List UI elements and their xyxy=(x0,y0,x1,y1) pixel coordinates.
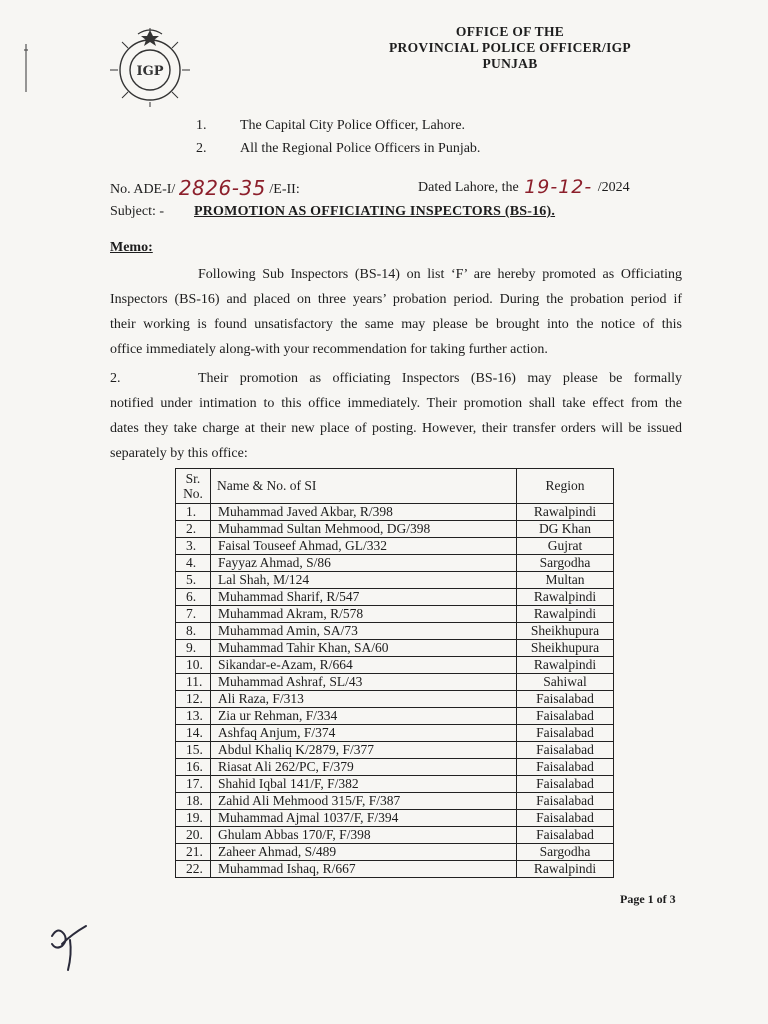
table-row xyxy=(176,538,614,555)
row-sr-no: 8. xyxy=(176,623,211,640)
addressee-2 xyxy=(196,141,480,157)
row-name: Zaheer Ahmad, S/489 xyxy=(211,844,517,861)
row-region: Multan xyxy=(517,572,614,589)
handwritten-initials-icon xyxy=(44,916,104,976)
table-body xyxy=(176,504,614,878)
table-row xyxy=(176,504,614,521)
row-region: Gujrat xyxy=(517,538,614,555)
row-sr-no: 15. xyxy=(176,742,211,759)
header-sr-line1: Sr. xyxy=(185,471,201,486)
row-sr-no: 12. xyxy=(176,691,211,708)
row-name: Riasat Ali 262/PC, F/379 xyxy=(211,759,517,776)
row-name: Shahid Iqbal 141/F, F/382 xyxy=(211,776,517,793)
row-sr-no: 13. xyxy=(176,708,211,725)
row-region: Sheikhupura xyxy=(517,623,614,640)
row-region: Faisalabad xyxy=(517,793,614,810)
table-row xyxy=(176,708,614,725)
addressee-number: 1. xyxy=(196,118,207,133)
paragraph-1 xyxy=(110,262,682,362)
header-line-2: PROVINCIAL POLICE OFFICER/IGP xyxy=(389,40,631,55)
table-row xyxy=(176,640,614,657)
paragraph-line: Inspectors (BS-16) and placed on three years’ probation period. During the probation period if xyxy=(110,292,682,307)
row-region: Sahiwal xyxy=(517,674,614,691)
table-row xyxy=(176,759,614,776)
row-sr-no: 2. xyxy=(176,521,211,538)
row-name: Muhammad Javed Akbar, R/398 xyxy=(211,504,517,521)
header-name: Name & No. of SI xyxy=(211,469,517,504)
paragraph-line: office immediately along-with your recommendation for taking further action. xyxy=(110,342,548,357)
row-region: Sargodha xyxy=(517,844,614,861)
paragraph-line: separately by this office: xyxy=(110,446,248,461)
row-region: Faisalabad xyxy=(517,708,614,725)
row-name: Muhammad Akram, R/578 xyxy=(211,606,517,623)
table-row xyxy=(176,674,614,691)
row-name: Muhammad Tahir Khan, SA/60 xyxy=(211,640,517,657)
row-name: Muhammad Amin, SA/73 xyxy=(211,623,517,640)
row-sr-no: 16. xyxy=(176,759,211,776)
row-sr-no: 19. xyxy=(176,810,211,827)
header-sr-line2: No. xyxy=(183,486,203,501)
police-seal-icon xyxy=(108,24,192,108)
row-name: Ghulam Abbas 170/F, F/398 xyxy=(211,827,517,844)
row-sr-no: 4. xyxy=(176,555,211,572)
addressee-text: The Capital City Police Officer, Lahore. xyxy=(240,118,466,133)
table-row xyxy=(176,606,614,623)
office-header xyxy=(360,24,660,72)
row-name: Zia ur Rehman, F/334 xyxy=(211,708,517,725)
page-number: Page 1 of 3 xyxy=(620,892,676,906)
table-row xyxy=(176,521,614,538)
row-sr-no: 22. xyxy=(176,861,211,878)
row-name: Muhammad Ashraf, SL/43 xyxy=(211,674,517,691)
subject-text: PROMOTION AS OFFICIATING INSPECTORS (BS-16). xyxy=(194,204,556,219)
row-region: Sheikhupura xyxy=(517,640,614,657)
row-name: Lal Shah, M/124 xyxy=(211,572,517,589)
subject-label: Subject: - xyxy=(110,204,165,219)
row-sr-no: 7. xyxy=(176,606,211,623)
row-sr-no: 20. xyxy=(176,827,211,844)
row-region: Rawalpindi xyxy=(517,589,614,606)
row-region: Rawalpindi xyxy=(517,606,614,623)
header-sr-no xyxy=(176,469,211,504)
row-region: Faisalabad xyxy=(517,810,614,827)
table-row xyxy=(176,572,614,589)
row-sr-no: 14. xyxy=(176,725,211,742)
row-sr-no: 18. xyxy=(176,793,211,810)
row-sr-no: 10. xyxy=(176,657,211,674)
row-region: Faisalabad xyxy=(517,725,614,742)
row-sr-no: 17. xyxy=(176,776,211,793)
row-region: Sargodha xyxy=(517,555,614,572)
memo-label: Memo: xyxy=(110,240,153,255)
date-year: /2024 xyxy=(597,180,630,195)
table-row xyxy=(176,657,614,674)
row-name: Ashfaq Anjum, F/374 xyxy=(211,725,517,742)
paragraph-2 xyxy=(110,366,682,466)
dated-label: Dated Lahore, the xyxy=(418,180,519,195)
addressee-1 xyxy=(196,118,465,134)
reference-line xyxy=(110,170,670,200)
promotion-table xyxy=(175,468,614,878)
row-sr-no: 11. xyxy=(176,674,211,691)
row-name: Muhammad Ajmal 1037/F, F/394 xyxy=(211,810,517,827)
row-region: Rawalpindi xyxy=(517,657,614,674)
row-name: Abdul Khaliq K/2879, F/377 xyxy=(211,742,517,759)
header-line-1: OFFICE OF THE xyxy=(455,24,565,39)
ref-suffix: /E-II: xyxy=(269,182,300,197)
row-name: Zahid Ali Mehmood 315/F, F/387 xyxy=(211,793,517,810)
addressee-number: 2. xyxy=(196,141,207,156)
table-header-row xyxy=(176,469,614,504)
margin-mark-icon xyxy=(14,40,34,100)
row-region: Faisalabad xyxy=(517,691,614,708)
header-line-3: PUNJAB xyxy=(482,56,538,71)
handwritten-ref-number: 2826-35 xyxy=(178,176,266,200)
row-sr-no: 6. xyxy=(176,589,211,606)
row-region: Faisalabad xyxy=(517,742,614,759)
header-region: Region xyxy=(517,469,614,504)
row-name: Muhammad Ishaq, R/667 xyxy=(211,861,517,878)
table-row xyxy=(176,742,614,759)
row-sr-no: 5. xyxy=(176,572,211,589)
row-region: Faisalabad xyxy=(517,759,614,776)
table-row xyxy=(176,827,614,844)
table-row xyxy=(176,793,614,810)
row-name: Ali Raza, F/313 xyxy=(211,691,517,708)
addressee-text: All the Regional Police Officers in Punjab. xyxy=(240,141,481,156)
row-sr-no: 3. xyxy=(176,538,211,555)
table-row xyxy=(176,555,614,572)
paragraph-line xyxy=(110,366,682,391)
row-region: Rawalpindi xyxy=(517,504,614,521)
table-row xyxy=(176,844,614,861)
row-sr-no: 9. xyxy=(176,640,211,657)
table-row xyxy=(176,810,614,827)
table-row xyxy=(176,623,614,640)
paragraph-line-text: Their promotion as officiating Inspectors (BS-16) may please be formally xyxy=(198,371,682,386)
row-region: Faisalabad xyxy=(517,827,614,844)
table-row xyxy=(176,861,614,878)
row-region: DG Khan xyxy=(517,521,614,538)
paragraph-number: 2. xyxy=(110,371,121,386)
row-sr-no: 21. xyxy=(176,844,211,861)
paragraph-line: dates they take charge at their new place of posting. However, their transfer orders will be issued xyxy=(110,421,682,436)
table-row xyxy=(176,725,614,742)
table-row xyxy=(176,776,614,793)
seal-monogram: IGP xyxy=(136,64,164,79)
row-name: Sikandar-e-Azam, R/664 xyxy=(211,657,517,674)
paragraph-line: notified under intimation to this office immediately. Their promotion shall take effect from the xyxy=(110,396,682,411)
subject-line xyxy=(110,204,555,220)
handwritten-date: 19-12- xyxy=(524,176,593,198)
row-region: Faisalabad xyxy=(517,776,614,793)
row-name: Faisal Touseef Ahmad, GL/332 xyxy=(211,538,517,555)
table-row xyxy=(176,589,614,606)
row-region: Rawalpindi xyxy=(517,861,614,878)
row-sr-no: 1. xyxy=(176,504,211,521)
row-name: Muhammad Sultan Mehmood, DG/398 xyxy=(211,521,517,538)
row-name: Fayyaz Ahmad, S/86 xyxy=(211,555,517,572)
table-row xyxy=(176,691,614,708)
paragraph-line: Following Sub Inspectors (BS-14) on list ‘F’ are hereby promoted as Officiating xyxy=(198,267,682,282)
row-name: Muhammad Sharif, R/547 xyxy=(211,589,517,606)
paragraph-line: their working is found unsatisfactory the same may please be brought into the notice of this xyxy=(110,317,682,332)
ref-prefix: No. ADE-I/ xyxy=(110,182,176,197)
